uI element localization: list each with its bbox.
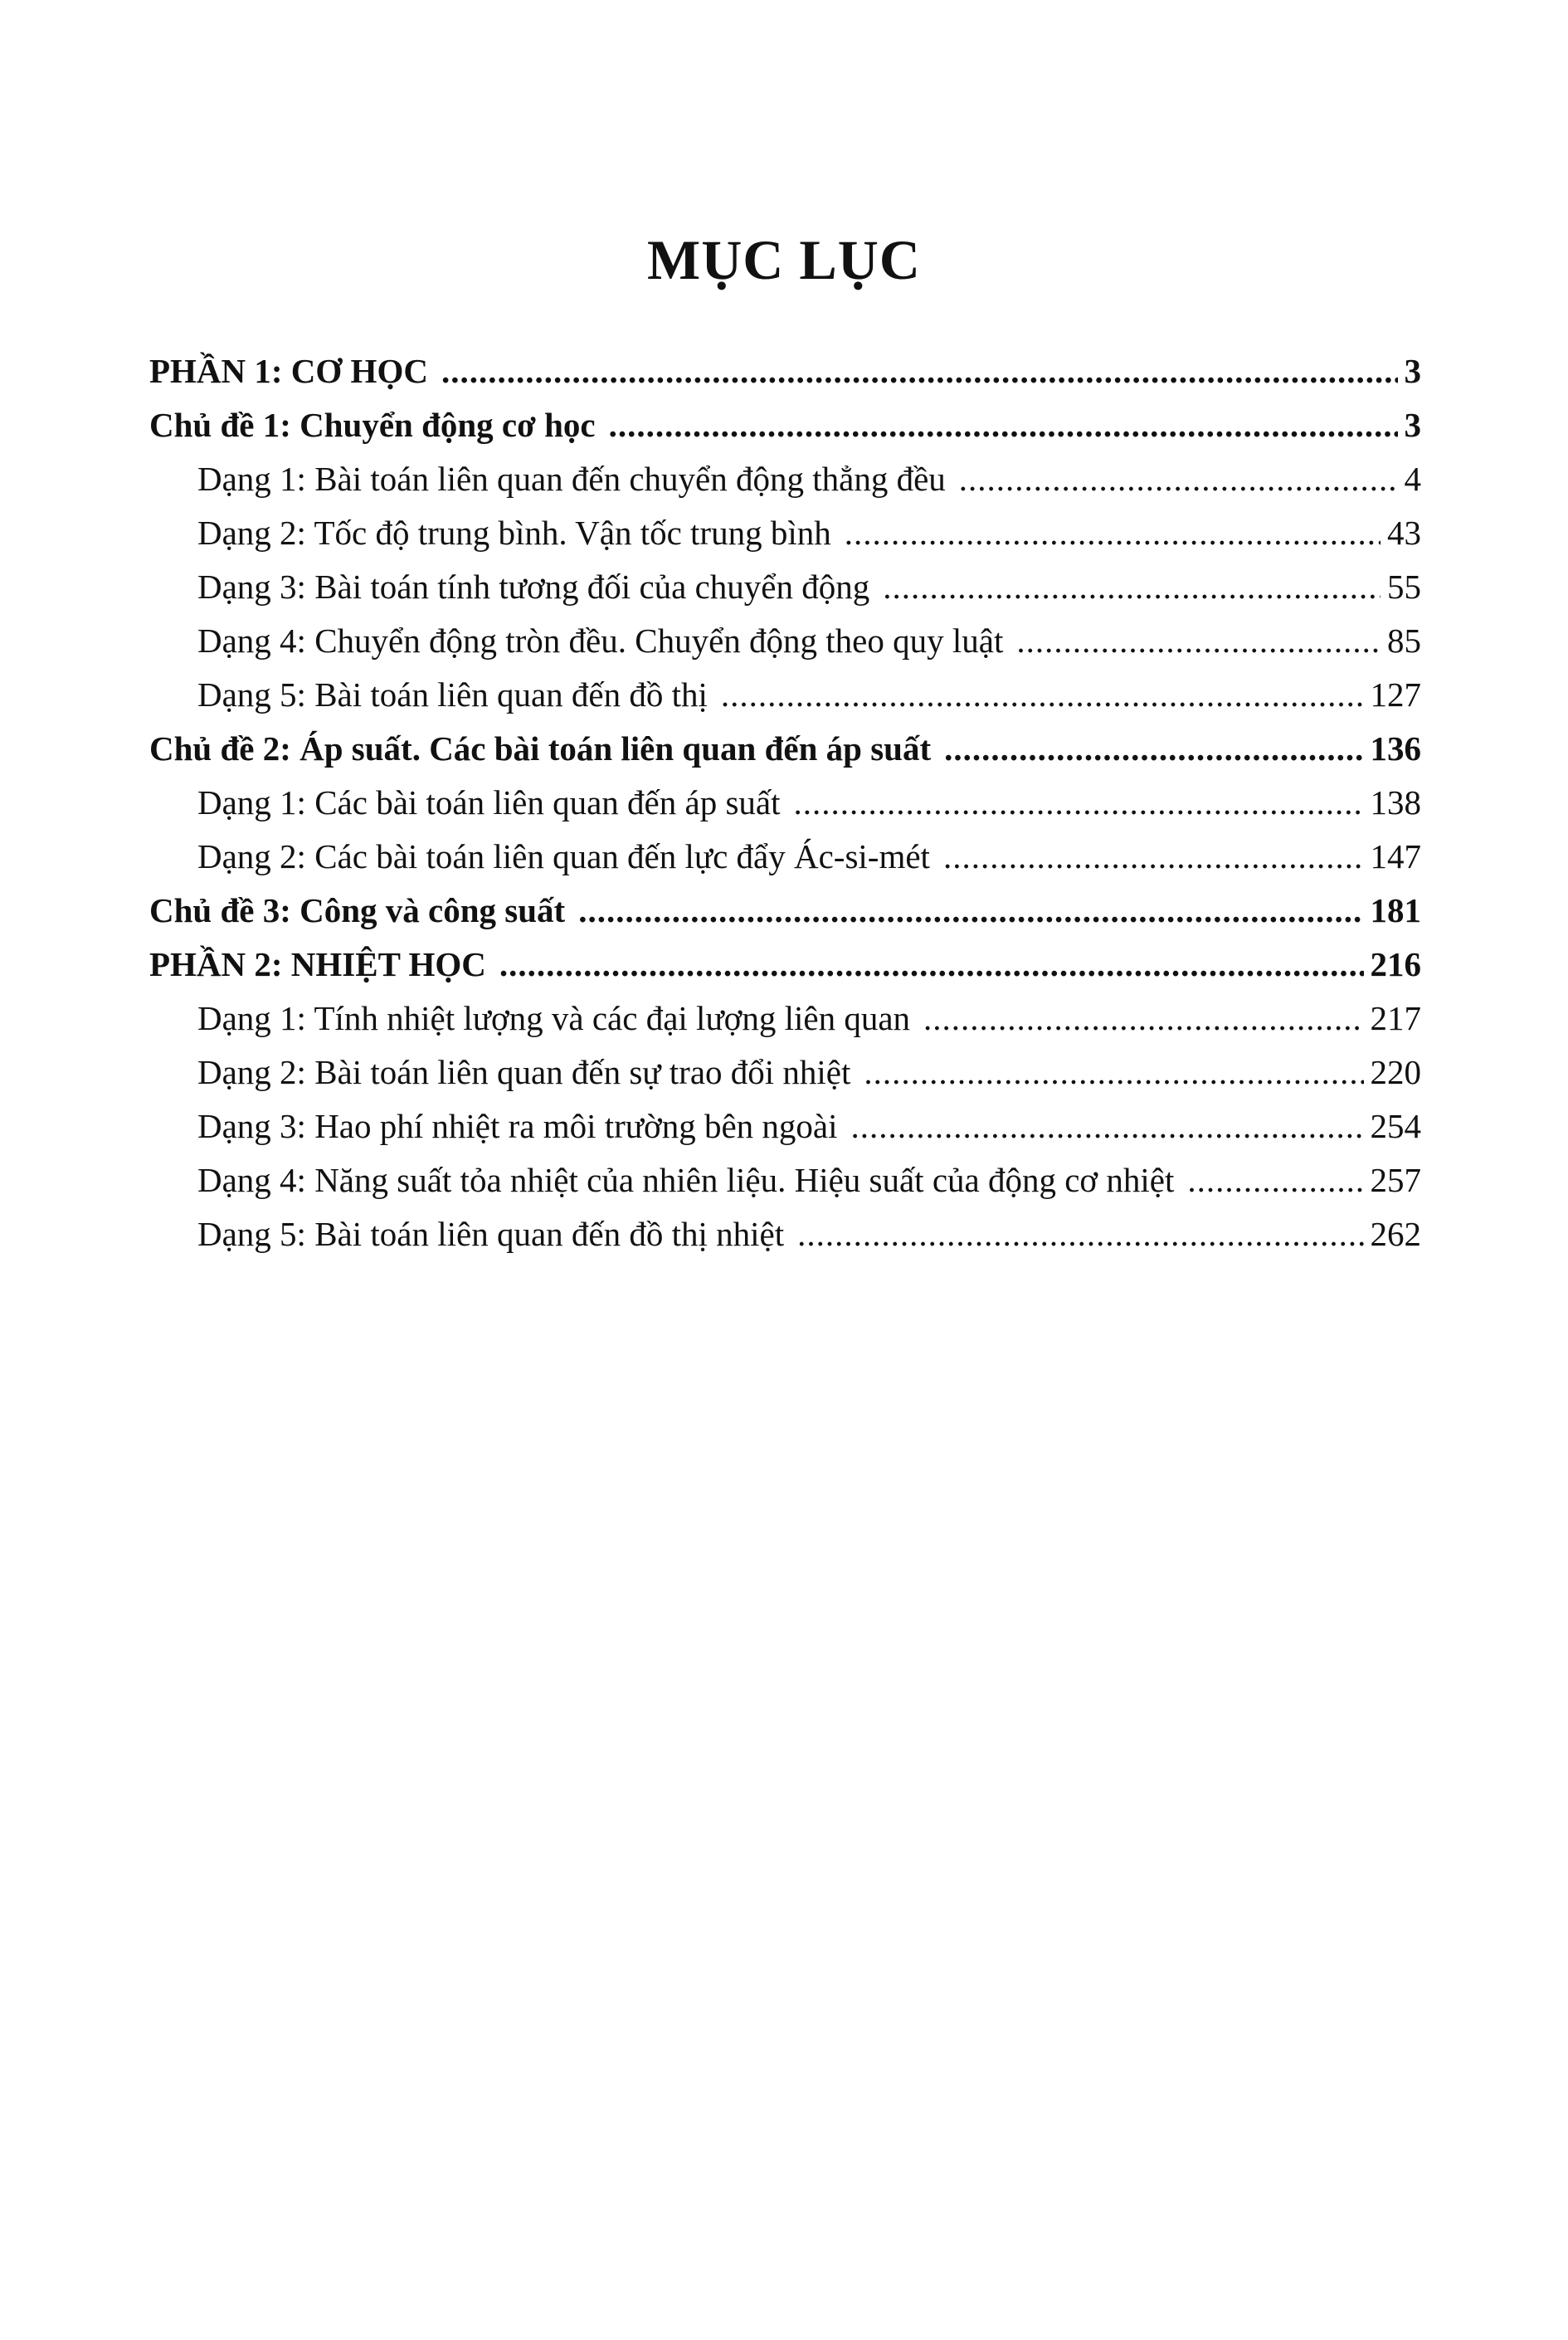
toc-entry[interactable] <box>149 830 1421 884</box>
toc-entry-label: Dạng 1: Bài toán liên quan đến chuyển động thẳng đều <box>197 460 946 498</box>
toc-entry-page-number: 138 <box>1370 783 1421 821</box>
toc-entry-label: PHẦN 1: CƠ HỌC <box>149 352 428 390</box>
toc-entry[interactable] <box>149 506 1421 560</box>
table-of-contents <box>149 344 1421 1261</box>
dot-leader <box>499 938 1364 992</box>
toc-entry[interactable] <box>149 1207 1421 1261</box>
toc-entry-page-number: 4 <box>1404 460 1421 498</box>
toc-entry[interactable] <box>149 668 1421 722</box>
toc-entry-page-number: 262 <box>1370 1215 1421 1253</box>
toc-entry-label: Dạng 3: Hao phí nhiệt ra môi trường bên ngoài <box>197 1107 838 1145</box>
dot-leader <box>578 884 1363 938</box>
toc-entry[interactable] <box>149 614 1421 668</box>
toc-entry-page-number: 85 <box>1387 622 1421 660</box>
dot-leader <box>441 344 1398 398</box>
toc-entry-label: Dạng 4: Năng suất tỏa nhiệt của nhiên liệu. Hiệu suất của động cơ nhiệt <box>197 1161 1175 1199</box>
toc-entry-label: Dạng 5: Bài toán liên quan đến đồ thị <box>197 675 708 714</box>
toc-entry-page-number: 220 <box>1370 1053 1421 1091</box>
dot-leader <box>1187 1153 1363 1207</box>
toc-heading[interactable] <box>149 398 1421 452</box>
dot-leader <box>797 1207 1363 1261</box>
dot-leader <box>1016 614 1381 668</box>
toc-entry-label: Dạng 1: Các bài toán liên quan đến áp suất <box>197 783 781 821</box>
toc-entry-page-number: 55 <box>1387 568 1421 606</box>
toc-entry-page-number: 3 <box>1404 352 1421 390</box>
toc-entry-label: Dạng 3: Bài toán tính tương đối của chuyển động <box>197 568 870 606</box>
toc-heading[interactable] <box>149 938 1421 992</box>
toc-entry[interactable] <box>149 992 1421 1046</box>
toc-heading[interactable] <box>149 344 1421 398</box>
dot-leader <box>721 668 1364 722</box>
toc-entry-page-number: 217 <box>1370 999 1421 1037</box>
dot-leader <box>959 452 1398 506</box>
toc-entry[interactable] <box>149 1046 1421 1099</box>
toc-entry-page-number: 257 <box>1370 1161 1421 1199</box>
toc-entry-page-number: 216 <box>1370 945 1421 983</box>
toc-entry[interactable] <box>149 1099 1421 1153</box>
toc-entry-page-number: 254 <box>1370 1107 1421 1145</box>
toc-entry[interactable] <box>149 452 1421 506</box>
toc-entry-page-number: 43 <box>1387 514 1421 552</box>
toc-entry-label: Dạng 2: Bài toán liên quan đến sự trao đổi nhiệt <box>197 1053 851 1091</box>
dot-leader <box>944 722 1363 776</box>
toc-entry-label: Chủ đề 3: Công và công suất <box>149 891 566 929</box>
toc-entry-page-number: 3 <box>1404 406 1421 444</box>
dot-leader <box>883 560 1381 614</box>
toc-entry-label: Chủ đề 2: Áp suất. Các bài toán liên quan đến áp suất <box>149 729 932 768</box>
toc-entry[interactable] <box>149 560 1421 614</box>
dot-leader <box>794 776 1364 830</box>
toc-entry[interactable] <box>149 776 1421 830</box>
toc-entry-label: Dạng 1: Tính nhiệt lượng và các đại lượng liên quan <box>197 999 911 1037</box>
toc-entry-page-number: 136 <box>1370 729 1421 768</box>
dot-leader <box>923 992 1363 1046</box>
dot-leader <box>864 1046 1363 1099</box>
dot-leader <box>845 506 1381 560</box>
toc-entry-page-number: 127 <box>1370 675 1421 714</box>
toc-entry[interactable] <box>149 1153 1421 1207</box>
dot-leader <box>609 398 1398 452</box>
toc-entry-label: Dạng 2: Các bài toán liên quan đến lực đẩy Ác-si-mét <box>197 837 930 875</box>
toc-entry-label: Dạng 5: Bài toán liên quan đến đồ thị nhiệt <box>197 1215 785 1253</box>
dot-leader <box>851 1099 1364 1153</box>
toc-heading[interactable] <box>149 884 1421 938</box>
toc-entry-label: Dạng 2: Tốc độ trung bình. Vận tốc trung bình <box>197 514 831 552</box>
page-title: MỤC LỤC <box>647 228 921 291</box>
toc-entry-label: Chủ đề 1: Chuyển động cơ học <box>149 406 596 444</box>
toc-entry-label: PHẦN 2: NHIỆT HỌC <box>149 945 486 983</box>
toc-entry-page-number: 147 <box>1370 837 1421 875</box>
toc-entry-page-number: 181 <box>1370 891 1421 929</box>
toc-heading[interactable] <box>149 722 1421 776</box>
toc-entry-label: Dạng 4: Chuyển động tròn đều. Chuyển động theo quy luật <box>197 622 1004 660</box>
dot-leader <box>943 830 1364 884</box>
